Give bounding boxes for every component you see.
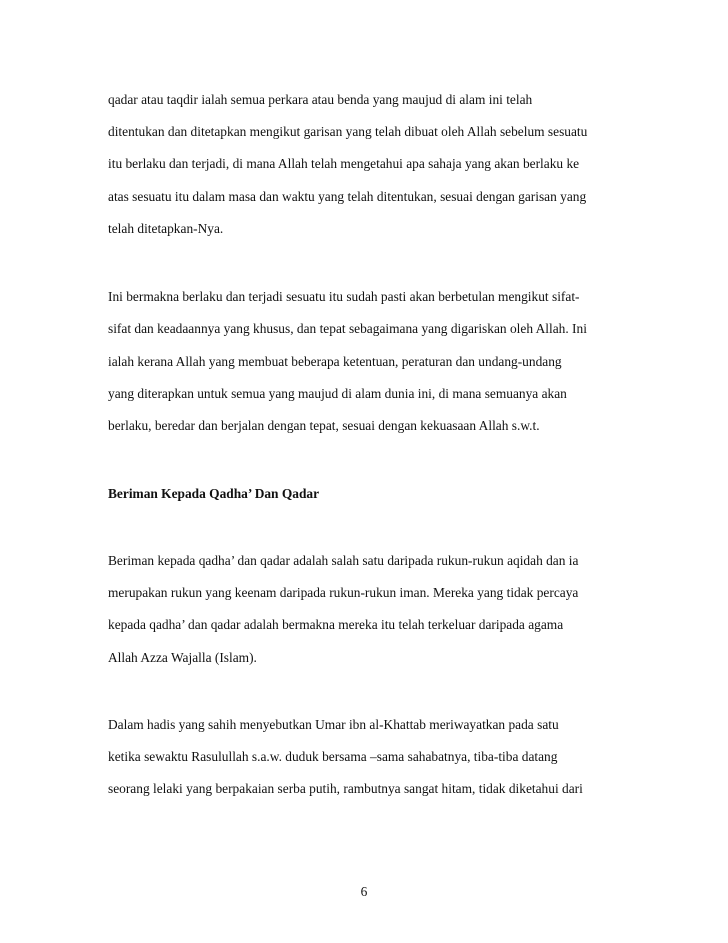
text-line: ketika sewaktu Rasulullah s.a.w. duduk bersama –sama sahabatnya, tiba-tiba datang (108, 749, 558, 764)
text-line: ialah kerana Allah yang membuat beberapa ketentuan, peraturan dan undang-undang (108, 354, 562, 369)
section-heading: Beriman Kepada Qadha’ Dan Qadar (108, 486, 320, 501)
text-line: yang diterapkan untuk semua yang maujud di alam dunia ini, di mana semuanya akan (108, 386, 567, 401)
text-line: Allah Azza Wajalla (Islam). (108, 650, 257, 665)
text-line: Ini bermakna berlaku dan terjadi sesuatu itu sudah pasti akan berbetulan mengikut sifat- (108, 289, 580, 304)
text-line: merupakan rukun yang keenam daripada rukun-rukun iman. Mereka yang tidak percaya (108, 585, 579, 600)
text-line: sifat dan keadaannya yang khusus, dan tepat sebagaimana yang digariskan oleh Allah. Ini (108, 321, 587, 336)
text-line: qadar atau taqdir ialah semua perkara atau benda yang maujud di alam ini telah (108, 92, 533, 107)
text-line: ditentukan dan ditetapkan mengikut garisan yang telah dibuat oleh Allah sebelum sesuatu (108, 124, 588, 139)
text-line: kepada qadha’ dan qadar adalah bermakna mereka itu telah terkeluar daripada agama (108, 617, 564, 632)
text-line: berlaku, beredar dan berjalan dengan tepat, sesuai dengan kekuasaan Allah s.w.t. (108, 418, 540, 433)
text-line: seorang lelaki yang berpakaian serba putih, rambutnya sangat hitam, tidak diketahui dari (108, 781, 583, 796)
text-line: atas sesuatu itu dalam masa dan waktu yang telah ditentukan, sesuai dengan garisan yang (108, 189, 587, 204)
text-line: itu berlaku dan terjadi, di mana Allah telah mengetahui apa sahaja yang akan berlaku ke (108, 156, 580, 171)
text-line: Dalam hadis yang sahih menyebutkan Umar ibn al-Khattab meriwayatkan pada satu (108, 717, 559, 732)
page-number: 6 (360, 884, 368, 899)
text-line: Beriman kepada qadha’ dan qadar adalah salah satu daripada rukun-rukun aqidah dan ia (108, 553, 579, 568)
text-line: telah ditetapkan-Nya. (108, 221, 224, 236)
